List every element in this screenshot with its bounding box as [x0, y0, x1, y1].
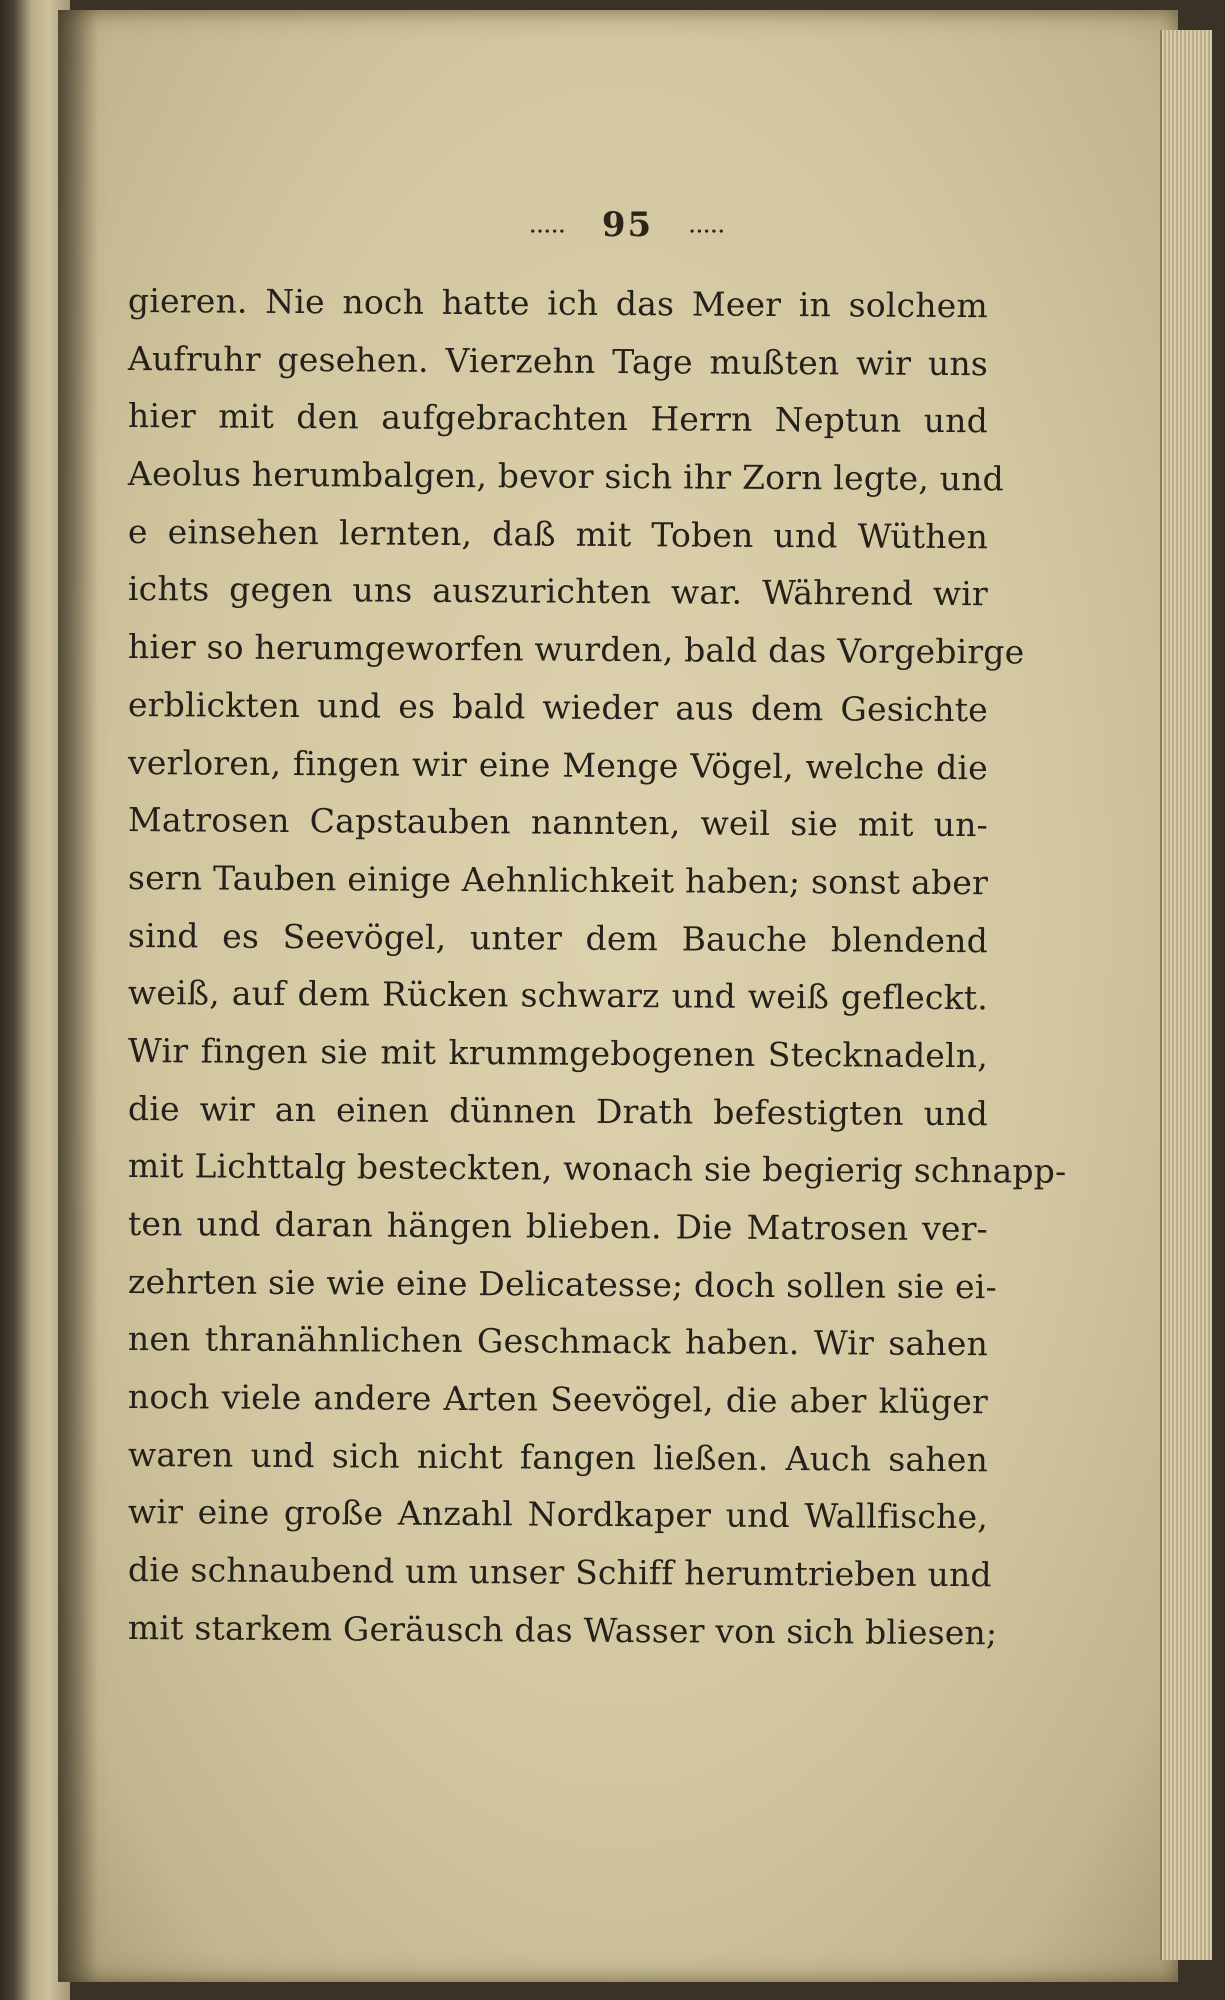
text-line: waren und sich nicht fangen ließen. Auch sahen — [127, 1434, 989, 1480]
text-line: weiß, auf dem Rücken schwarz und weiß gefleckt. — [127, 973, 989, 1018]
text-line: Aufruhr gesehen. Vierzehn Tage mußten wir uns — [127, 338, 989, 383]
text-line: noch viele andere Arten Seevögel, die aber klüger — [127, 1377, 989, 1422]
header-decoration-right: ..... — [689, 216, 726, 238]
text-line: zehrten sie wie eine Delicatesse; doch sollen sie ei- — [127, 1261, 998, 1306]
text-line: mit Lichttalg besteckten, wonach sie begierig schnapp- — [127, 1146, 1067, 1192]
text-line: sern Tauben einige Aehnlichkeit haben; sonst aber — [127, 857, 989, 903]
text-line: hier so herumgeworfen wurden, bald das Vorgebirge — [127, 627, 1025, 672]
text-line: Matrosen Capstauben nannten, weil sie mit un- — [127, 800, 989, 845]
text-line: sind es Seevögel, unter dem Bauche blendend — [127, 915, 989, 960]
text-line: mit starkem Geräusch das Wasser von sich bliesen; — [127, 1607, 998, 1653]
text-line: Wir fingen sie mit krummgebogenen Stecknadeln, — [127, 1030, 989, 1076]
text-line: hier mit den aufgebrachten Herrn Neptun und — [127, 396, 989, 441]
text-line: Aeolus herumbalgen, bevor sich ihr Zorn legte, und — [127, 454, 1005, 499]
page-header — [0, 205, 1225, 245]
page-number: 95 — [601, 205, 654, 245]
text-line: verloren, fingen wir eine Menge Vögel, welche die — [127, 742, 989, 787]
header-decoration-left: ..... — [529, 216, 566, 238]
text-line: e einsehen lernten, daß mit Toben und Wüthen — [127, 511, 989, 557]
text-line: ten und daran hängen blieben. Die Matrosen ver- — [127, 1204, 989, 1249]
body-text — [127, 272, 1067, 1657]
page-block-edges — [1160, 30, 1212, 1960]
text-line: nen thranähnlichen Geschmack haben. Wir sahen — [127, 1319, 989, 1364]
text-line: die wir an einen dünnen Drath befestigten und — [127, 1088, 989, 1133]
spine-shadow — [58, 10, 98, 1982]
text-line: die schnaubend um unser Schiff herumtrieben und — [127, 1550, 992, 1595]
text-line: erblickten und es bald wieder aus dem Gesichte — [127, 684, 989, 730]
text-line: gieren. Nie noch hatte ich das Meer in solchem — [127, 281, 989, 326]
text-line: wir eine große Anzahl Nordkaper und Wallfische, — [127, 1492, 989, 1537]
text-line: ichts gegen uns auszurichten war. Während wir — [127, 569, 989, 614]
